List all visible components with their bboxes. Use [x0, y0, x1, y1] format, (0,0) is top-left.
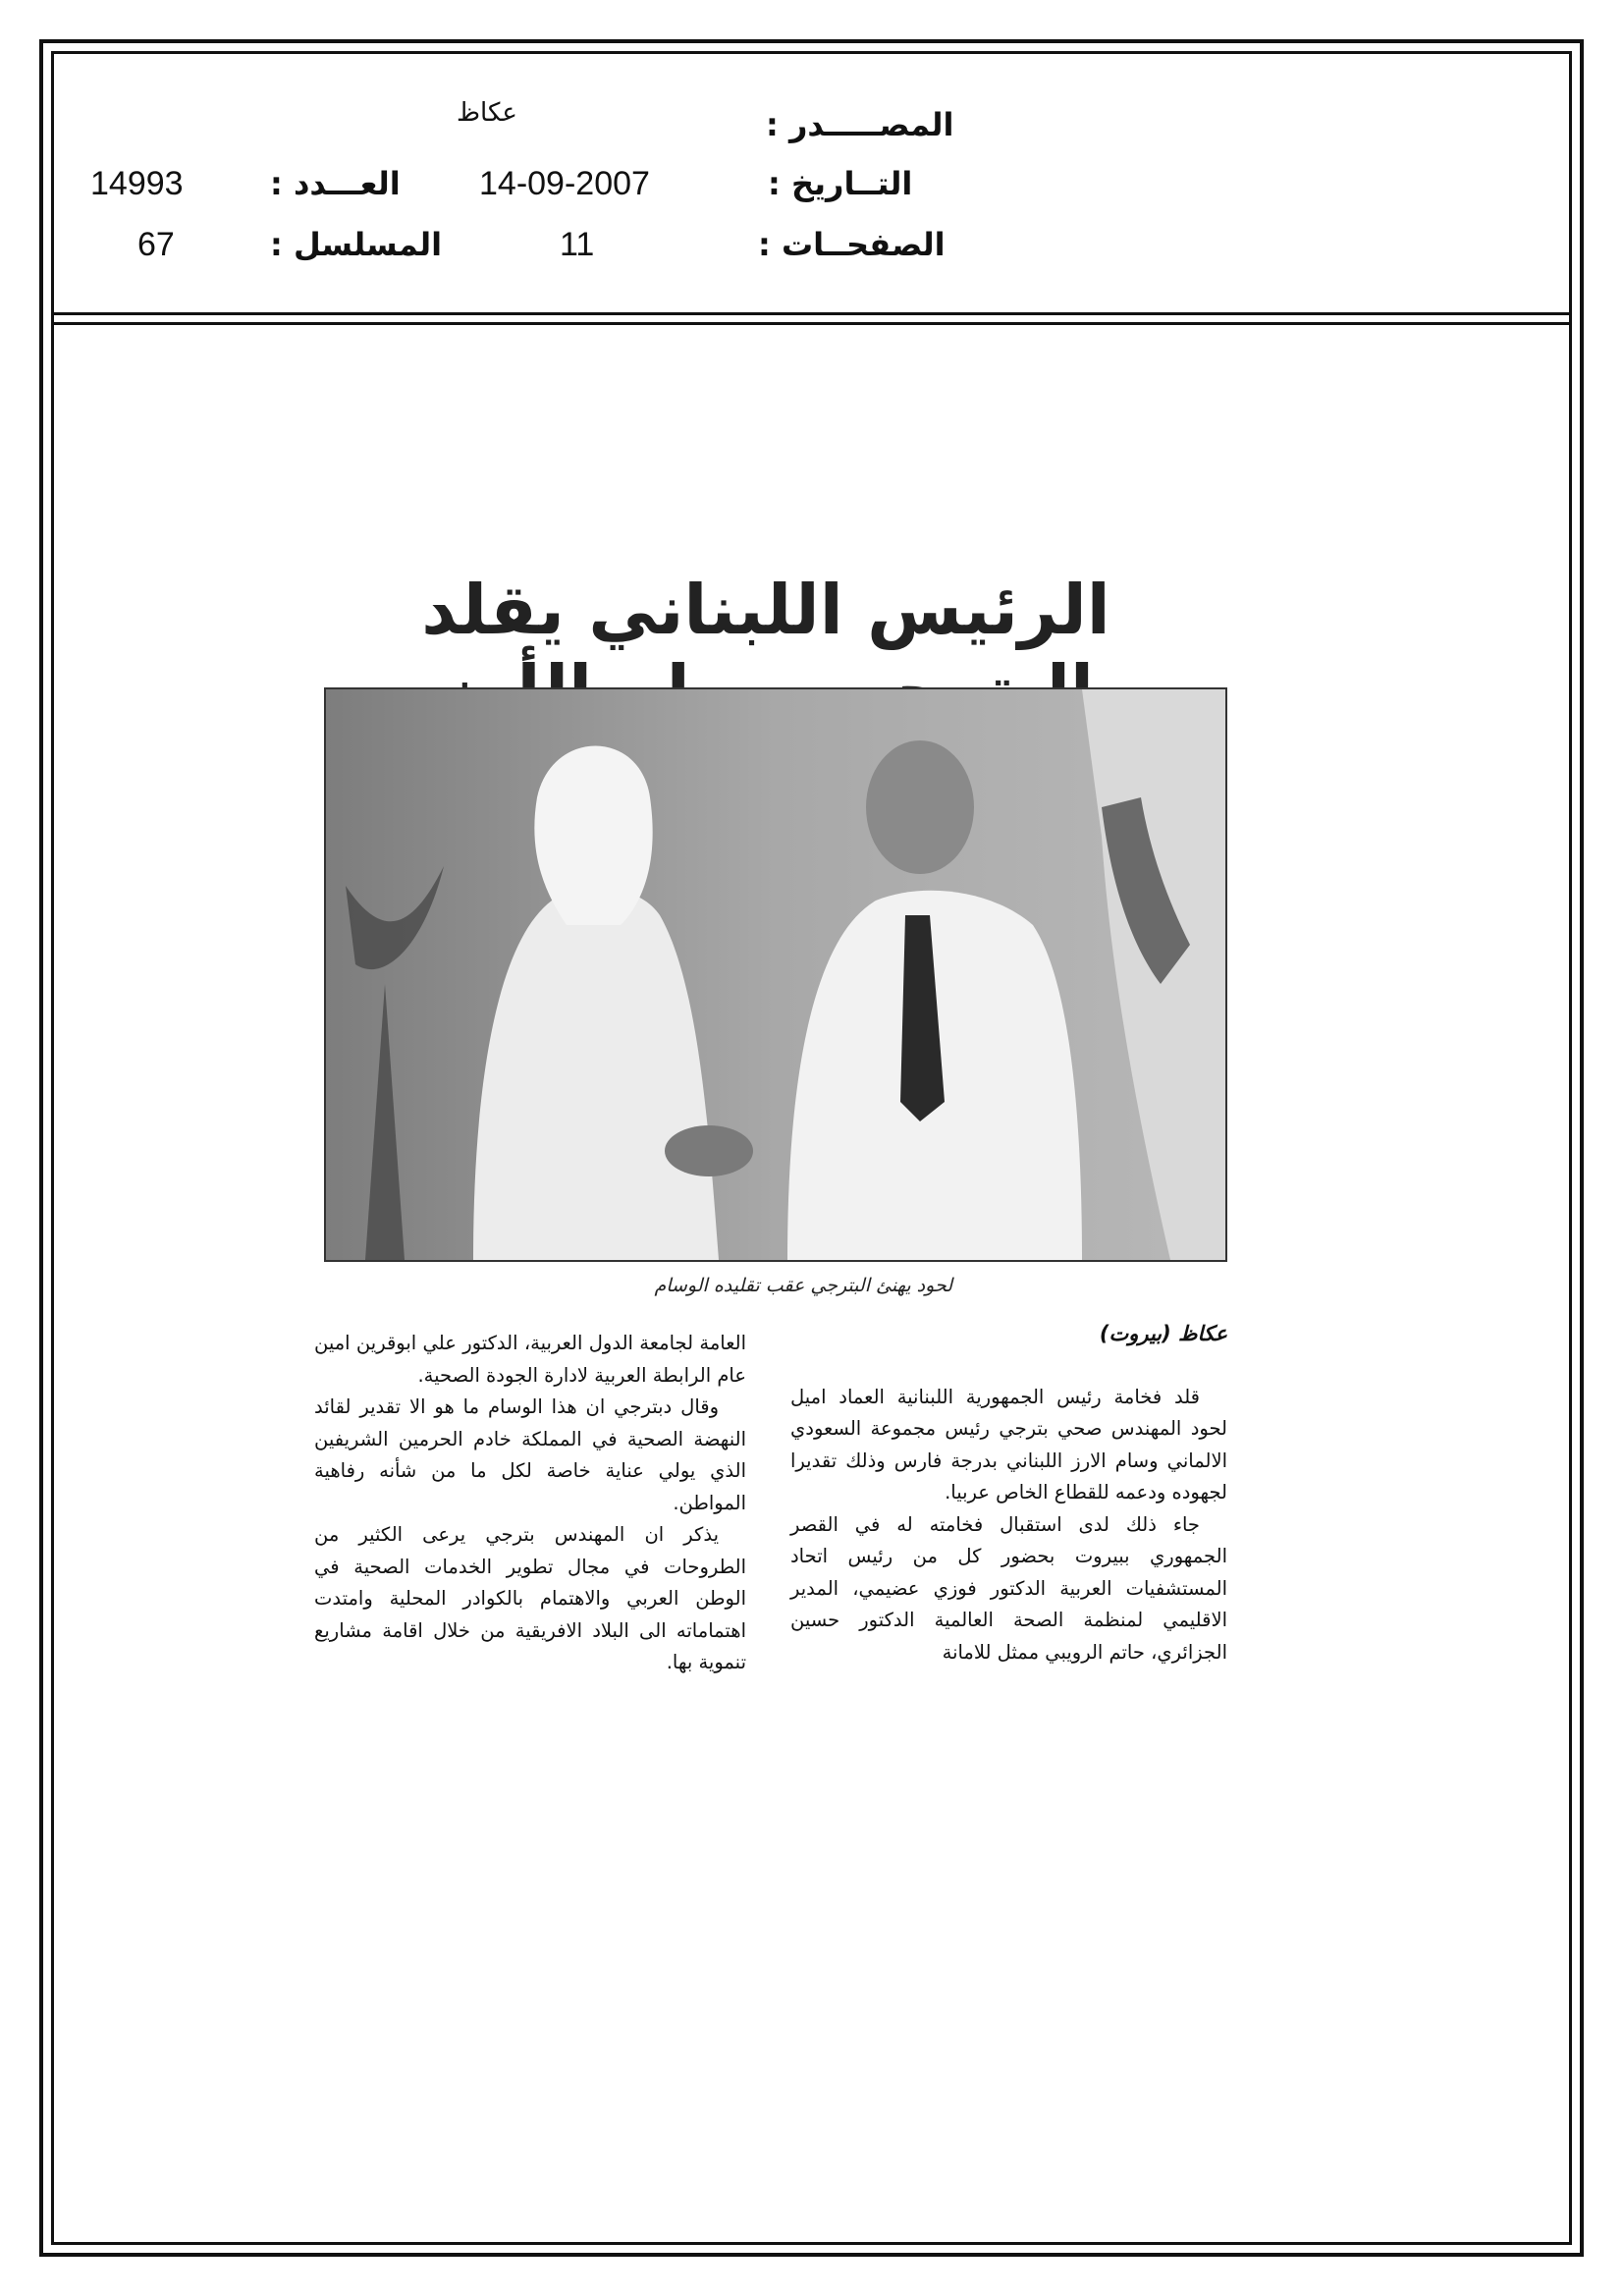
article-photo: [324, 687, 1227, 1262]
date-label: التــاريخ :: [768, 165, 913, 202]
source-value: عكاظ: [457, 98, 517, 128]
article-column-left: [314, 1328, 746, 1679]
article-column-right: [790, 1318, 1227, 1668]
right-paragraph-2: جاء ذلك لدى استقبال فخامته له في القصر الجمهوري ببيروت بحضور كل من رئيس اتحاد المستشفيات العربية الدكتور فوزي عضيمي، المدير الاقليمي لمنظمة الصحة العالمية الدكتور حسين الجزائري، حاتم الرويبي ممثل للامانة: [790, 1512, 1227, 1664]
issue-label: العـــدد :: [270, 165, 401, 202]
left-paragraph-3: يذكر ان المهندس بترجي يرعى الكثير من الطروحات في مجال تطوير الخدمات الصحية في الوطن العربي والاهتمام بالكوادر المحلية وامتدت اهتماماته الى البلاد الافريقية من خلال اقامة مشاريع تنموية بها.: [314, 1523, 746, 1673]
pages-value: 11: [560, 226, 595, 263]
right-paragraph-1: قلد فخامة رئيس الجمهورية اللبنانية العماد اميل لحود المهندس صحي بترجي رئيس مجموعة السعودي الالماني وسام الارز اللبناني بدرجة فارس وذلك تقديرا لجهوده ودعمه للقطاع الخاص عربيا.: [790, 1385, 1227, 1503]
article-headline: الرئيس اللبناني يقلد: [421, 570, 1110, 650]
photo-caption: لحود يهنئ البترجي عقب تقليده الوسام: [654, 1275, 952, 1296]
issue-value: 14993: [90, 165, 184, 202]
date-value: 14-09-2007: [479, 165, 650, 202]
left-paragraph-2: وقال دبترجي ان هذا الوسام ما هو الا تقدير لقائد النهضة الصحية في المملكة خادم الحرمين الشريفين الذي يولي عناية خاصة لكل ما من شأنه رفاهية المواطن.: [314, 1395, 746, 1514]
left-paragraph-1: العامة لجامعة الدول العربية، الدكتور علي ابوقرين امين عام الرابطة العربية لادارة الجودة الصحية.: [314, 1332, 746, 1387]
source-label: المصـــــدر :: [766, 106, 954, 143]
article-byline: عكاظ (بيروت): [1099, 1322, 1227, 1345]
serial-label: المسلسل :: [270, 226, 443, 263]
photo-illustration: [326, 689, 1225, 1260]
header-divider: [51, 312, 1572, 315]
header-divider-second: [51, 322, 1572, 325]
serial-value: 67: [137, 226, 175, 263]
pages-label: الصفحــات :: [758, 226, 946, 263]
